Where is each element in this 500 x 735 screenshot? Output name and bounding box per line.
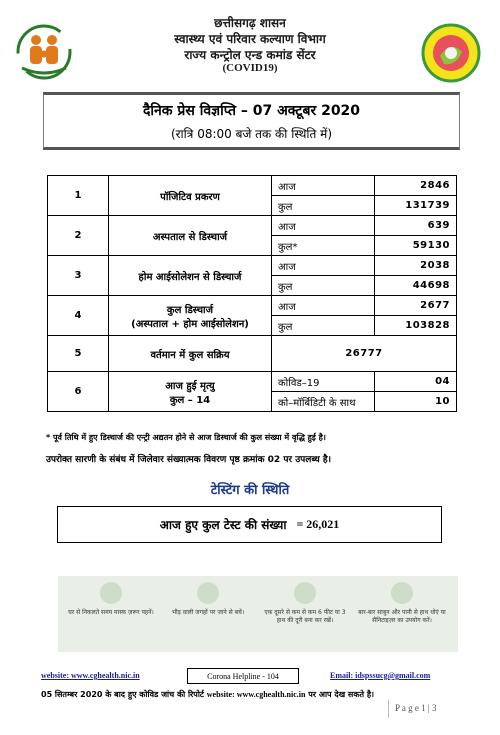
precaution-item — [66, 582, 156, 616]
sub-label: कुल — [272, 316, 375, 336]
value-cell: 2038 — [375, 256, 457, 276]
press-release-time: (रात्रि 08:00 बजे तक की स्थिति में) — [170, 127, 333, 141]
distance-icon — [294, 582, 316, 604]
email-link[interactable]: Email: idspssucg@gmail.com — [330, 671, 431, 680]
row-label — [109, 372, 272, 412]
value-cell: 103828 — [375, 316, 457, 336]
page-divider — [388, 700, 389, 718]
row-label-line1: आज हुई मृत्यु — [165, 380, 215, 392]
crowd-icon — [197, 582, 219, 604]
website-link[interactable]: website: www.cghealth.nic.in — [41, 671, 140, 680]
testing-heading: टेस्टिंग की स्थिति — [210, 483, 290, 498]
row-label: अस्पताल से डिस्चार्ज — [109, 216, 272, 256]
row-label — [109, 296, 272, 336]
value-cell: 2677 — [375, 296, 457, 316]
table-row — [48, 176, 457, 196]
sub-label: कुल* — [272, 236, 375, 256]
report-note — [41, 689, 374, 700]
discharge-footnote: * पूर्व तिथि में हुए डिस्चार्ज की एन्ट्री अद्यतन होने से आज डिस्चार्ज की कुल संख्या में वृद्धि हुई है। — [46, 433, 326, 442]
sub-label: आज — [272, 216, 375, 236]
press-release-title: दैनिक प्रेस विज्ञप्ति – 07 अक्टूबर 2020 — [142, 103, 361, 119]
value-cell: 44698 — [375, 276, 457, 296]
table-row — [48, 372, 457, 392]
row-serial: 5 — [48, 336, 109, 372]
precaution-item — [163, 582, 253, 616]
row-serial: 6 — [48, 372, 109, 412]
sub-label: आज — [272, 296, 375, 316]
district-note: उपरोक्त सारणी के संबंध में जिलेवार संख्यात्मक विवरण पृष्ठ क्रमांक 02 पर उपलब्ध है। — [46, 455, 332, 465]
sub-label: आज — [272, 176, 375, 196]
value-cell: 639 — [375, 216, 457, 236]
header-government: छत्तीसगढ़ शासन — [214, 16, 286, 30]
value-cell: 131739 — [375, 196, 457, 216]
report-note-suffix: पर आप देख सकते है। — [308, 690, 375, 699]
row-label: पॉजिटिव प्रकरण — [109, 176, 272, 216]
value-cell: 26777 — [272, 336, 457, 372]
precaution-item — [260, 582, 350, 624]
page-number: P a g e 1 | 3 — [395, 703, 437, 713]
testing-box — [57, 506, 442, 543]
row-label-line1: कुल डिस्चार्ज — [166, 304, 214, 316]
value-cell: 10 — [375, 392, 457, 412]
row-label-line2: (अस्पताल + होम आईसोलेशन) — [131, 318, 249, 330]
value-cell: 04 — [375, 372, 457, 392]
sub-label: कुल — [272, 196, 375, 216]
precaution-item — [357, 582, 447, 624]
state-health-logo-icon — [420, 22, 482, 84]
handwash-icon — [391, 582, 413, 604]
precaution-text: भीड़ वाली जगहों पर जाने से बचें। — [171, 609, 245, 616]
header-department: स्वास्थ्य एवं परिवार कल्याण विभाग — [174, 32, 326, 46]
value-cell: 2846 — [375, 176, 457, 196]
table-row — [48, 336, 457, 372]
sub-label: कोविड–19 — [272, 372, 375, 392]
precaution-text: घर से निकलते समय मास्क ज़रूर पहनें। — [68, 609, 154, 616]
precautions-banner — [58, 576, 458, 652]
row-serial: 1 — [48, 176, 109, 216]
mask-icon — [100, 582, 122, 604]
row-serial: 3 — [48, 256, 109, 296]
press-release-title-box — [43, 92, 460, 150]
table-row — [48, 216, 457, 236]
covid-summary-table — [47, 175, 457, 412]
header-control-center: राज्य कन्ट्रोल एन्ड कमांड सेंटर — [184, 48, 316, 62]
testing-label: आज हुए कुल टेस्ट की संख्या — [159, 518, 287, 532]
report-note-prefix: 05 सितम्बर 2020 के बाद हुए कोविड जांच की रिपोर्ट — [41, 690, 204, 699]
row-label: होम आईसोलेशन से डिस्चार्ज — [109, 256, 272, 296]
precaution-text: एक दूसरे से कम से कम 6 फीट या 3 हाथ की दूरी बना कर रखें। — [264, 609, 346, 624]
table-row — [48, 256, 457, 276]
header-covid-tag: (COVID19) — [222, 62, 278, 74]
row-serial: 4 — [48, 296, 109, 336]
helpline-box: Corona Helpline - 104 — [187, 668, 299, 684]
row-serial: 2 — [48, 216, 109, 256]
testing-value: = 26,021 — [296, 517, 340, 531]
row-label-line2: कुल – 14 — [169, 394, 211, 406]
sub-label: कुल — [272, 276, 375, 296]
sub-label: आज — [272, 256, 375, 276]
sub-label: को–मॉर्बिडिटी के साथ — [272, 392, 375, 412]
precaution-text: बार-बार साबुन और पानी से हाथ धोएं या सैनिटाइज़र का उपयोग करें। — [358, 609, 446, 624]
report-website-link[interactable]: website: www.cghealth.nic.in — [206, 690, 306, 699]
row-label: वर्तमान में कुल सक्रिय — [109, 336, 272, 372]
table-row — [48, 296, 457, 316]
value-cell: 59130 — [375, 236, 457, 256]
